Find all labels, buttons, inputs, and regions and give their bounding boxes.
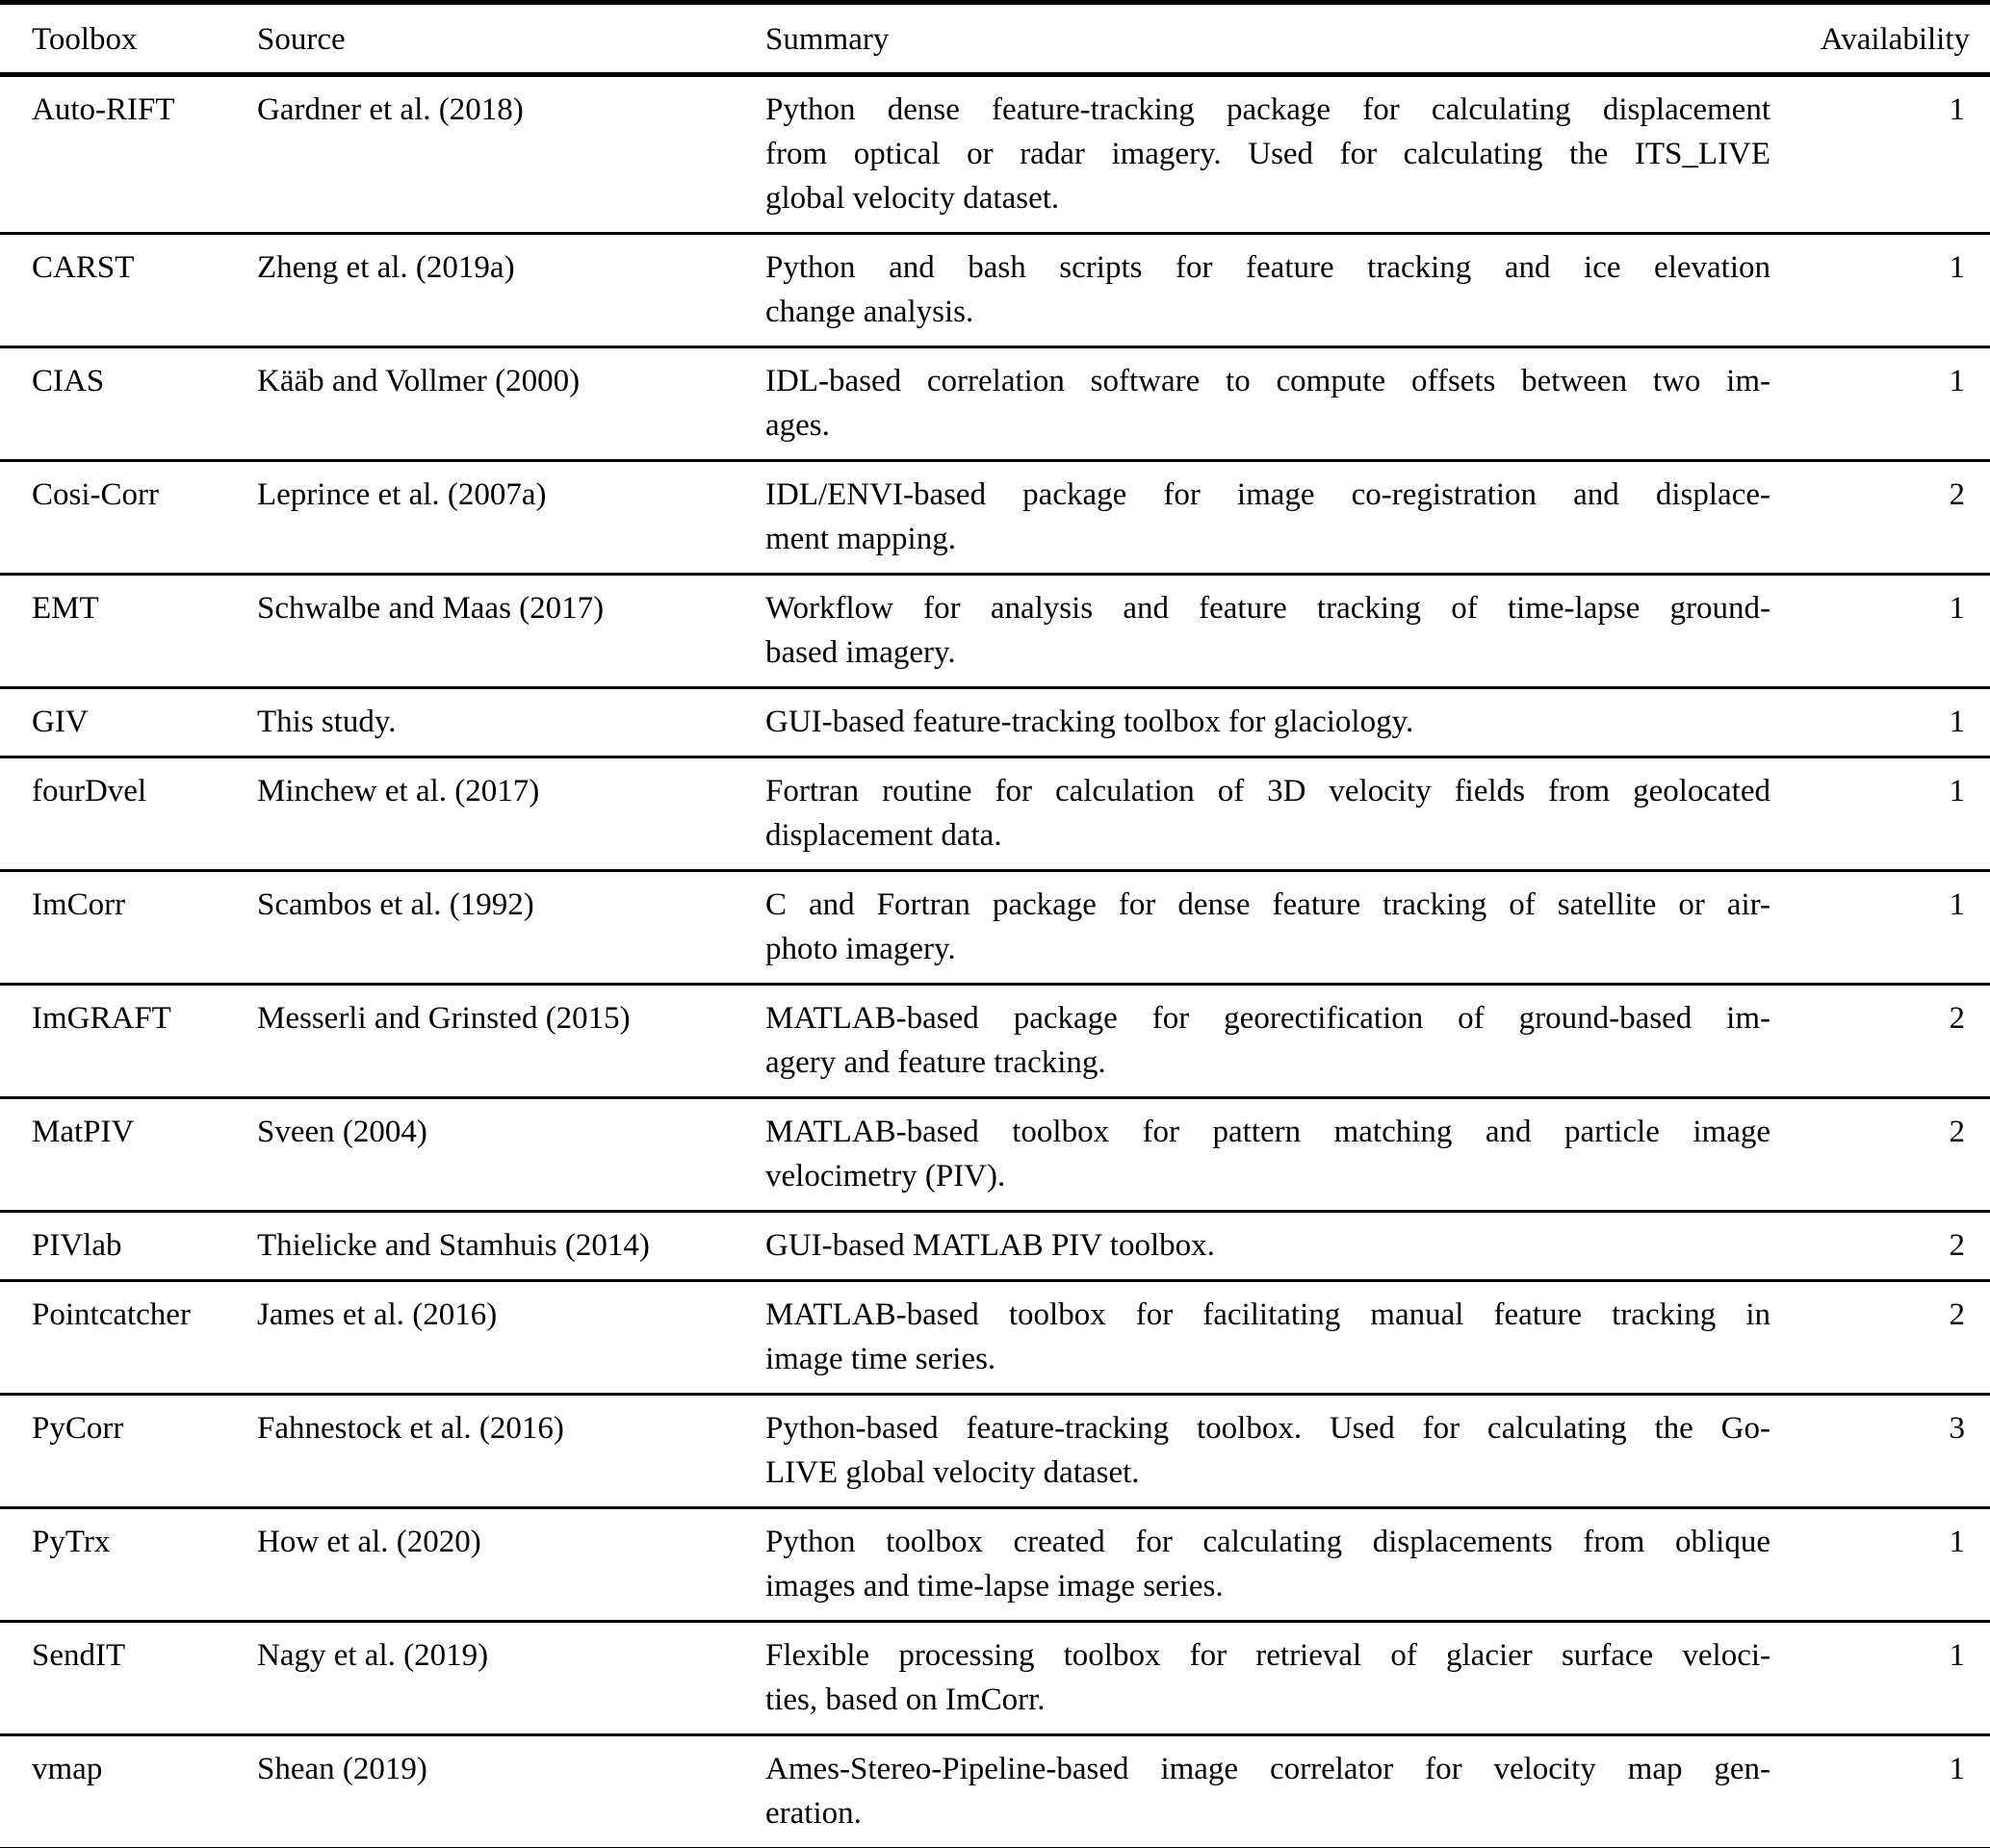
summary-cell (734, 871, 1783, 985)
summary-line: ment mapping. (765, 522, 956, 556)
summary-line: MATLAB-based package for georectification of ground-based im- (765, 1001, 1770, 1036)
table-row (0, 1735, 1990, 1848)
header-row (0, 3, 1990, 75)
table-row (0, 1212, 1990, 1281)
toolbox-cell: PyCorr (0, 1395, 225, 1508)
summary-cell (734, 1212, 1783, 1281)
summary-line: displacement data. (765, 818, 1002, 853)
table-row (0, 234, 1990, 347)
summary-line: agery and feature tracking. (765, 1045, 1106, 1080)
table-row (0, 1281, 1990, 1395)
table-row (0, 985, 1990, 1098)
summary-cell (734, 575, 1783, 688)
toolbox-cell: ImGRAFT (0, 985, 225, 1098)
source-cell: Kääb and Vollmer (2000) (225, 347, 734, 461)
toolbox-cell: vmap (0, 1735, 225, 1848)
summary-cell (734, 1281, 1783, 1395)
availability-cell: 1 (1783, 347, 1990, 461)
source-cell: Minchew et al. (2017) (225, 757, 734, 871)
toolbox-cell: fourDvel (0, 757, 225, 871)
source-cell: Fahnestock et al. (2016) (225, 1395, 734, 1508)
source-cell: Shean (2019) (225, 1735, 734, 1848)
source-cell: How et al. (2020) (225, 1508, 734, 1622)
availability-cell: 2 (1783, 1098, 1990, 1212)
table-body (0, 75, 1990, 1848)
summary-line: Flexible processing toolbox for retrieval of glacier surface veloci- (765, 1638, 1770, 1673)
column-header-source: Source (225, 3, 734, 75)
source-cell: Sveen (2004) (225, 1098, 734, 1212)
summary-line: IDL-based correlation software to compute offsets between two im- (765, 364, 1770, 398)
summary-cell (734, 1098, 1783, 1212)
source-cell: Scambos et al. (1992) (225, 871, 734, 985)
summary-line: ages. (765, 408, 830, 443)
column-header-toolbox: Toolbox (0, 3, 225, 75)
summary-line: Python dense feature-tracking package for calculating displacement (765, 92, 1770, 127)
availability-cell: 2 (1783, 985, 1990, 1098)
table-row (0, 871, 1990, 985)
source-cell: Messerli and Grinsted (2015) (225, 985, 734, 1098)
summary-cell (734, 757, 1783, 871)
summary-line: GUI-based feature-tracking toolbox for glaciology. (765, 705, 1414, 739)
summary-line: IDL/ENVI-based package for image co-registration and displace- (765, 477, 1770, 512)
availability-cell: 1 (1783, 75, 1990, 234)
summary-line: Workflow for analysis and feature tracking of time-lapse ground- (765, 591, 1770, 626)
summary-line: change analysis. (765, 295, 974, 329)
source-cell: Nagy et al. (2019) (225, 1622, 734, 1735)
table-row (0, 688, 1990, 757)
source-cell: Schwalbe and Maas (2017) (225, 575, 734, 688)
summary-line: images and time-lapse image series. (765, 1569, 1224, 1604)
summary-line: Python and bash scripts for feature tracking and ice elevation (765, 250, 1770, 285)
summary-line: LIVE global velocity dataset. (765, 1455, 1140, 1490)
summary-cell (734, 461, 1783, 575)
source-cell: Gardner et al. (2018) (225, 75, 734, 234)
summary-line: velocimetry (PIV). (765, 1159, 1006, 1194)
summary-cell (734, 985, 1783, 1098)
summary-line: MATLAB-based toolbox for pattern matching and particle image (765, 1115, 1770, 1149)
toolbox-cell: PIVlab (0, 1212, 225, 1281)
summary-line: MATLAB-based toolbox for facilitating manual feature tracking in (765, 1297, 1770, 1332)
availability-cell: 2 (1783, 1281, 1990, 1395)
summary-line: Fortran routine for calculation of 3D velocity fields from geolocated (765, 774, 1770, 808)
summary-line: global velocity dataset. (765, 181, 1060, 216)
toolbox-cell: Pointcatcher (0, 1281, 225, 1395)
table-row (0, 757, 1990, 871)
summary-line: Python toolbox created for calculating displacements from oblique (765, 1525, 1770, 1559)
column-header-availability: Availability (1783, 3, 1990, 75)
table-row (0, 1395, 1990, 1508)
toolbox-cell: EMT (0, 575, 225, 688)
summary-line: Python-based feature-tracking toolbox. Used for calculating the Go- (765, 1411, 1770, 1446)
toolbox-cell: Cosi-Corr (0, 461, 225, 575)
availability-cell: 1 (1783, 1508, 1990, 1622)
summary-line: Ames-Stereo-Pipeline-based image correlator for velocity map gen- (765, 1752, 1770, 1786)
table-row (0, 1508, 1990, 1622)
availability-cell: 1 (1783, 1622, 1990, 1735)
summary-line: based imagery. (765, 635, 956, 670)
summary-line: photo imagery. (765, 932, 956, 966)
summary-line: GUI-based MATLAB PIV toolbox. (765, 1228, 1215, 1263)
summary-cell (734, 1508, 1783, 1622)
summary-line: C and Fortran package for dense feature tracking of satellite or air- (765, 887, 1770, 922)
toolbox-cell: PyTrx (0, 1508, 225, 1622)
summary-line: from optical or radar imagery. Used for calculating the ITS_LIVE (765, 137, 1770, 171)
table-row (0, 575, 1990, 688)
table-row (0, 75, 1990, 234)
availability-cell: 1 (1783, 234, 1990, 347)
toolbox-cell: Auto-RIFT (0, 75, 225, 234)
summary-line: image time series. (765, 1342, 996, 1376)
toolbox-cell: MatPIV (0, 1098, 225, 1212)
column-header-summary: Summary (734, 3, 1783, 75)
summary-cell (734, 347, 1783, 461)
toolbox-cell: GIV (0, 688, 225, 757)
summary-cell (734, 1735, 1783, 1848)
table-row (0, 1098, 1990, 1212)
table-header (0, 3, 1990, 75)
table-row (0, 1622, 1990, 1735)
summary-line: ties, based on ImCorr. (765, 1682, 1046, 1717)
source-cell: This study. (225, 688, 734, 757)
availability-cell: 1 (1783, 688, 1990, 757)
source-cell: Thielicke and Stamhuis (2014) (225, 1212, 734, 1281)
availability-cell: 3 (1783, 1395, 1990, 1508)
source-cell: Leprince et al. (2007a) (225, 461, 734, 575)
source-cell: Zheng et al. (2019a) (225, 234, 734, 347)
availability-cell: 1 (1783, 1735, 1990, 1848)
table-row (0, 347, 1990, 461)
summary-cell (734, 75, 1783, 234)
summary-cell (734, 1622, 1783, 1735)
toolbox-cell: ImCorr (0, 871, 225, 985)
table-row (0, 461, 1990, 575)
availability-cell: 1 (1783, 757, 1990, 871)
summary-cell (734, 234, 1783, 347)
summary-cell (734, 688, 1783, 757)
toolbox-cell: CARST (0, 234, 225, 347)
availability-cell: 1 (1783, 575, 1990, 688)
toolbox-cell: SendIT (0, 1622, 225, 1735)
source-cell: James et al. (2016) (225, 1281, 734, 1395)
availability-cell: 2 (1783, 461, 1990, 575)
summary-line: eration. (765, 1796, 862, 1831)
toolbox-cell: CIAS (0, 347, 225, 461)
summary-cell (734, 1395, 1783, 1508)
availability-cell: 1 (1783, 871, 1990, 985)
availability-cell: 2 (1783, 1212, 1990, 1281)
